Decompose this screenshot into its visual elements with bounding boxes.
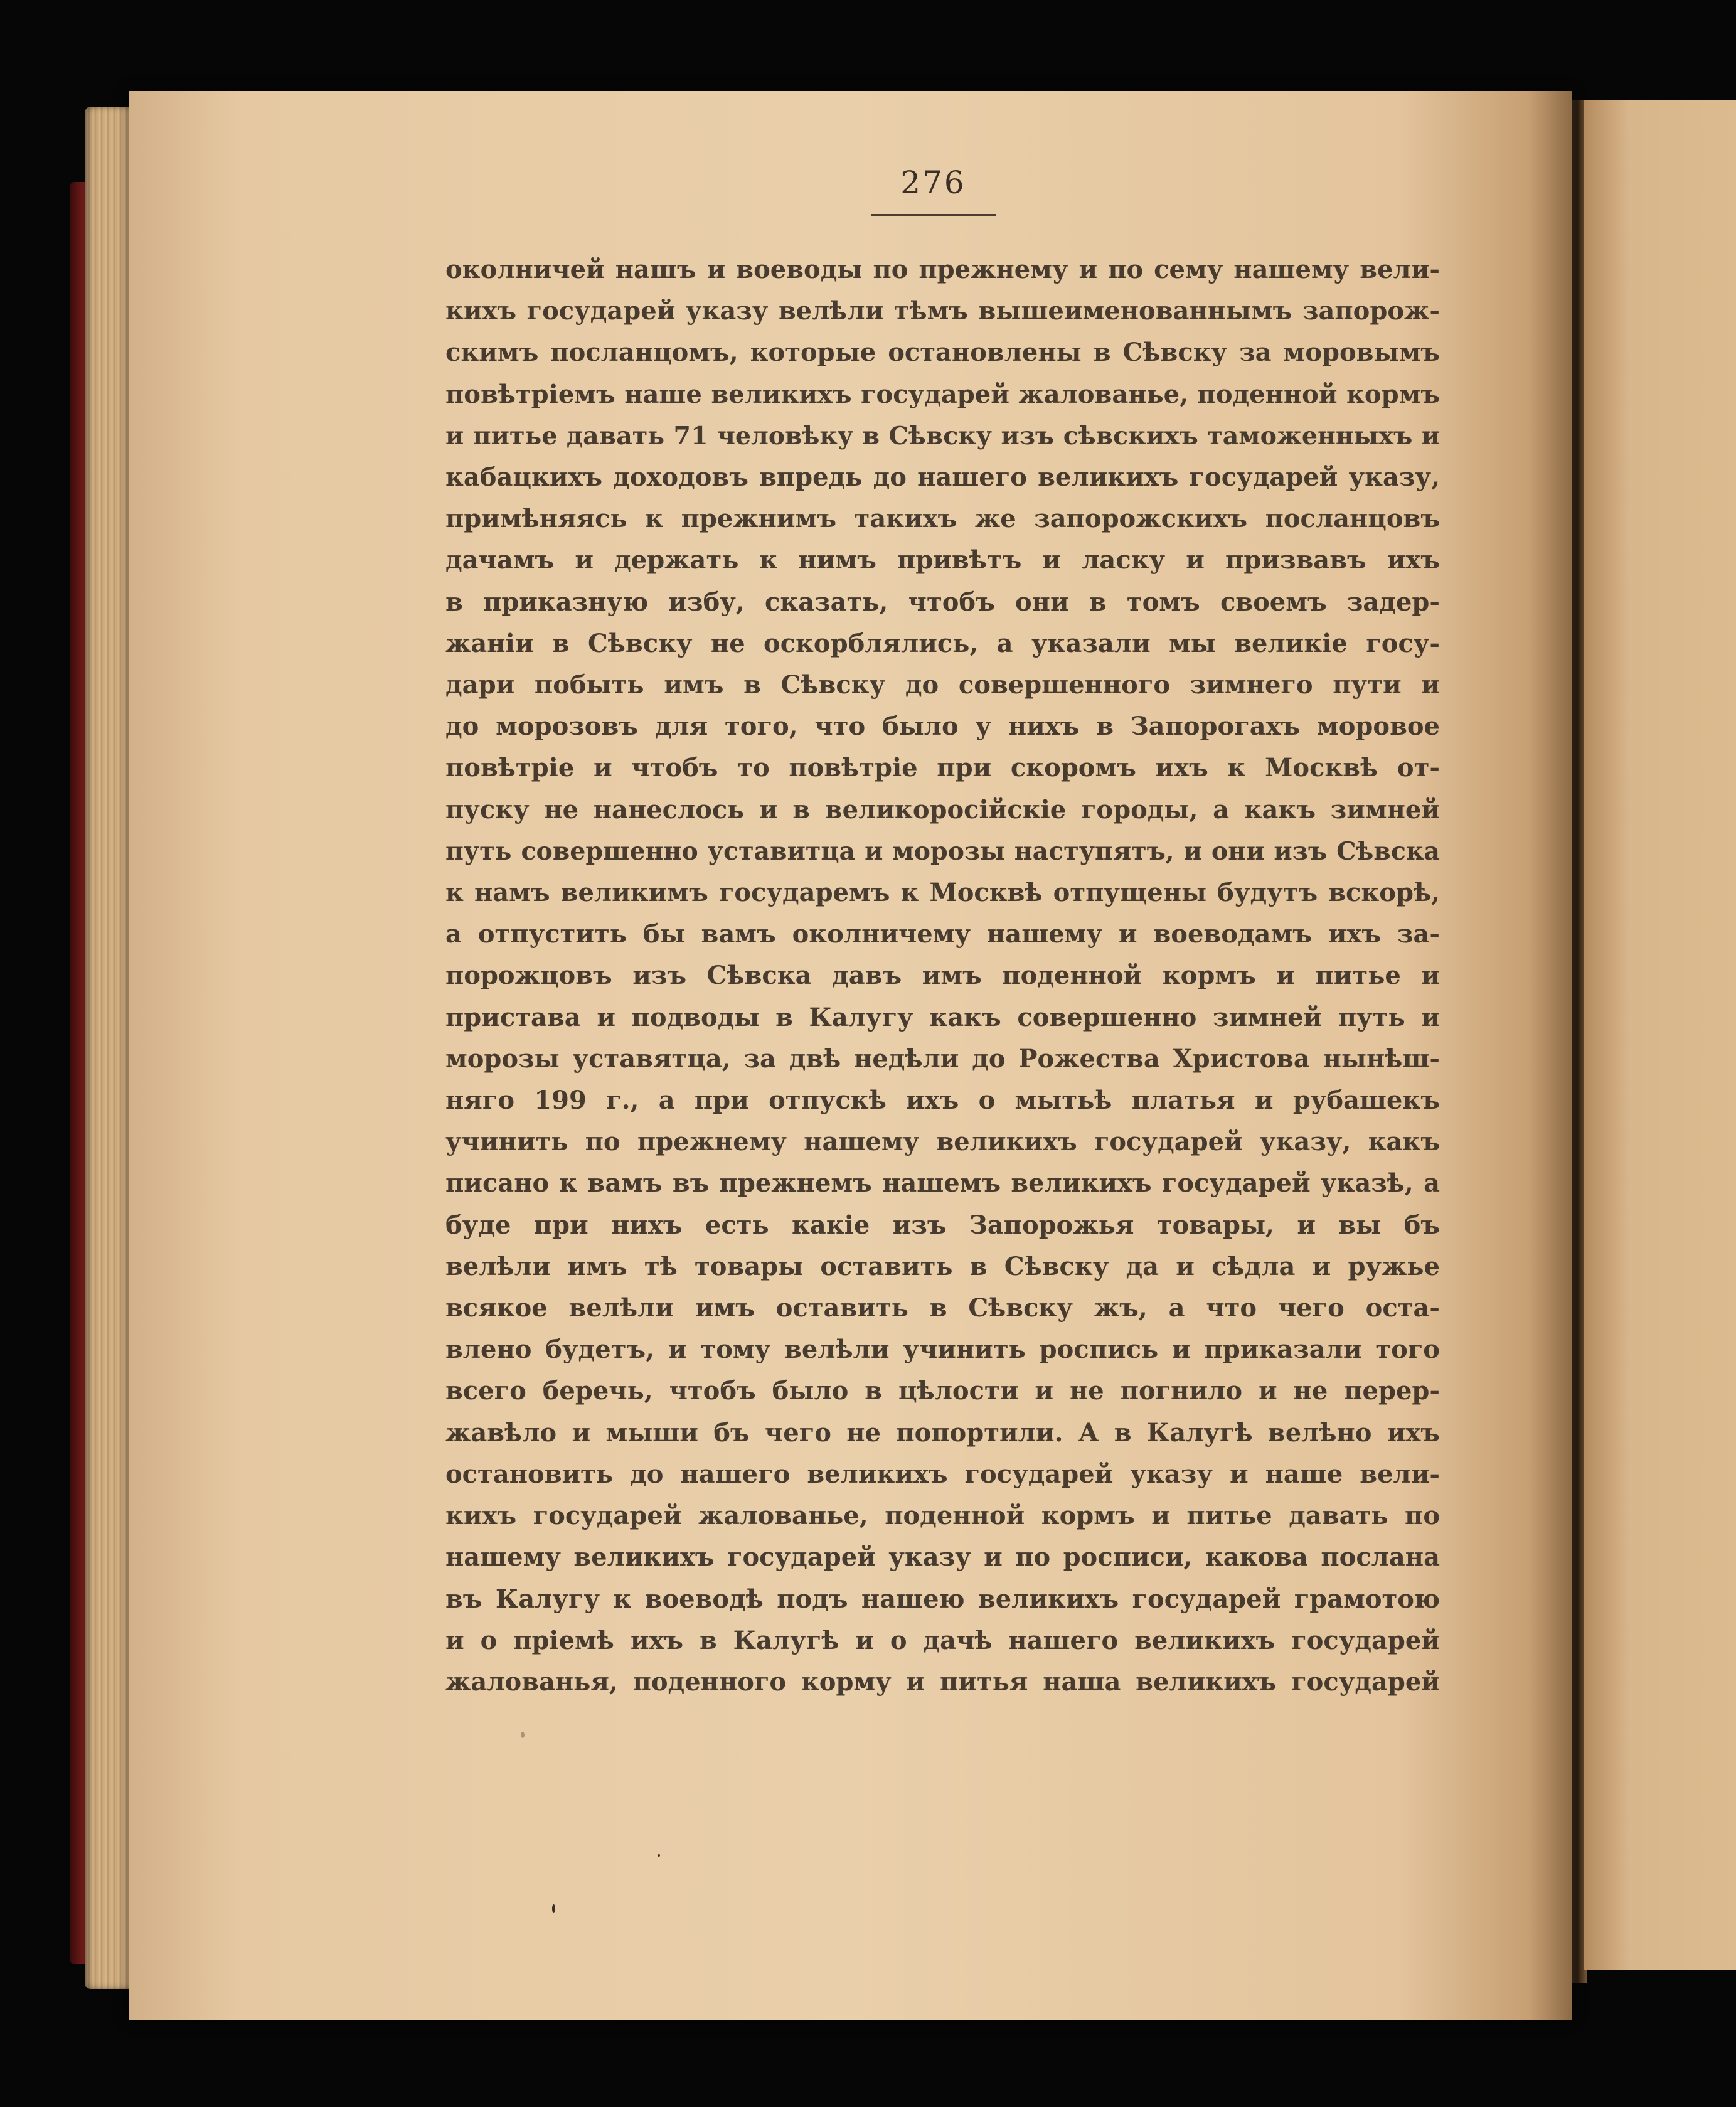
text-line: писано к вамъ въ прежнемъ нашемъ великихъ государей указѣ, а — [445, 1168, 1440, 1198]
text-line: к намъ великимъ государемъ к Москвѣ отпущены будутъ вскорѣ, — [445, 878, 1440, 908]
paper-speck — [521, 1732, 525, 1738]
text-line: няго 199 г., а при отпускѣ ихъ о мытьѣ платья и рубашекъ — [445, 1086, 1440, 1116]
page-number-rule — [871, 214, 996, 216]
text-line: учинить по прежнему нашему великихъ государей указу, какъ — [445, 1127, 1440, 1157]
text-line: жавѣло и мыши бъ чего не попортили. А в Калугѣ велѣно ихъ — [445, 1417, 1440, 1448]
text-line: скимъ посланцомъ, которые остановлены в Сѣвску за моровымъ — [445, 338, 1440, 368]
text-line: кихъ государей жалованье, поденной кормъ и питье давать по — [445, 1501, 1440, 1531]
text-line: пристава и подводы в Калугу какъ совершенно зимней путь и — [445, 1002, 1440, 1032]
text-line: дари побыть имъ в Сѣвску до совершенного зимнего пути и — [445, 670, 1440, 700]
facing-page-edge — [1584, 100, 1736, 1970]
text-line: всего беречь, чтобъ было в цѣлости и не погнило и не перер- — [445, 1376, 1440, 1406]
text-line: путь совершенно уставитца и морозы наступятъ, и они изъ Сѣвска — [445, 836, 1440, 866]
text-line: повѣтріемъ наше великихъ государей жалованье, поденной кормъ — [445, 379, 1440, 409]
text-line: в приказную избу, сказать, чтобъ они в томъ своемъ задер- — [445, 587, 1440, 617]
text-line: и о пріемѣ ихъ в Калугѣ и о дачѣ нашего великихъ государей — [445, 1625, 1440, 1655]
text-line: всякое велѣли имъ оставить в Сѣвску жъ, а что чего оста- — [445, 1293, 1440, 1323]
text-line: морозы уставятца, за двѣ недѣли до Рожества Христова нынѣш- — [445, 1043, 1440, 1074]
text-line: кихъ государей указу велѣли тѣмъ вышеименованнымъ запорож- — [445, 296, 1440, 326]
text-line: велѣли имъ тѣ товары оставить в Сѣвску да и сѣдла и ружье — [445, 1251, 1440, 1281]
text-line: дачамъ и держать к нимъ привѣтъ и ласку и призвавъ ихъ — [445, 545, 1440, 575]
text-line: кабацкихъ доходовъ впредь до нашего великихъ государей указу, — [445, 462, 1440, 493]
text-line: пуску не нанеслось и в великоросійскіе городы, а какъ зимней — [445, 794, 1440, 824]
paper-speck — [658, 1854, 660, 1857]
text-line: жалованья, поденного корму и питья наша великихъ государей — [445, 1667, 1440, 1697]
text-line: влено будетъ, и тому велѣли учинить роспись и приказали того — [445, 1335, 1440, 1365]
text-line: примѣняясь к прежнимъ такихъ же запорожскихъ посланцовъ — [445, 504, 1440, 534]
text-line: околничей нашъ и воеводы по прежнему и по сему нашему вели- — [445, 255, 1440, 284]
page-number: 276 — [900, 164, 966, 201]
text-line: повѣтріе и чтобъ то повѣтріе при скоромъ ихъ к Москвѣ от- — [445, 753, 1440, 783]
text-line: буде при нихъ есть какіе изъ Запорожья товары, и вы бъ — [445, 1210, 1440, 1240]
text-line: остановить до нашего великихъ государей указу и наше вели- — [445, 1459, 1440, 1489]
paper-speck — [552, 1904, 555, 1913]
text-line: въ Калугу к воеводѣ подъ нашею великихъ государей грамотою — [445, 1584, 1440, 1614]
text-line: до морозовъ для того, что было у нихъ в Запорогахъ моровое — [445, 712, 1440, 742]
text-line: и питье давать 71 человѣку в Сѣвску изъ сѣвскихъ таможенныхъ и — [445, 421, 1440, 451]
text-line: жаніи в Сѣвску не оскорблялись, а указали мы великіе госу- — [445, 628, 1440, 658]
body-text — [445, 249, 1440, 1703]
text-line: порожцовъ изъ Сѣвска давъ имъ поденной кормъ и питье и — [445, 961, 1440, 991]
text-line: а отпустить бы вамъ околничему нашему и воеводамъ ихъ за- — [445, 919, 1440, 949]
text-line: нашему великихъ государей указу и по росписи, какова послана — [445, 1542, 1440, 1572]
